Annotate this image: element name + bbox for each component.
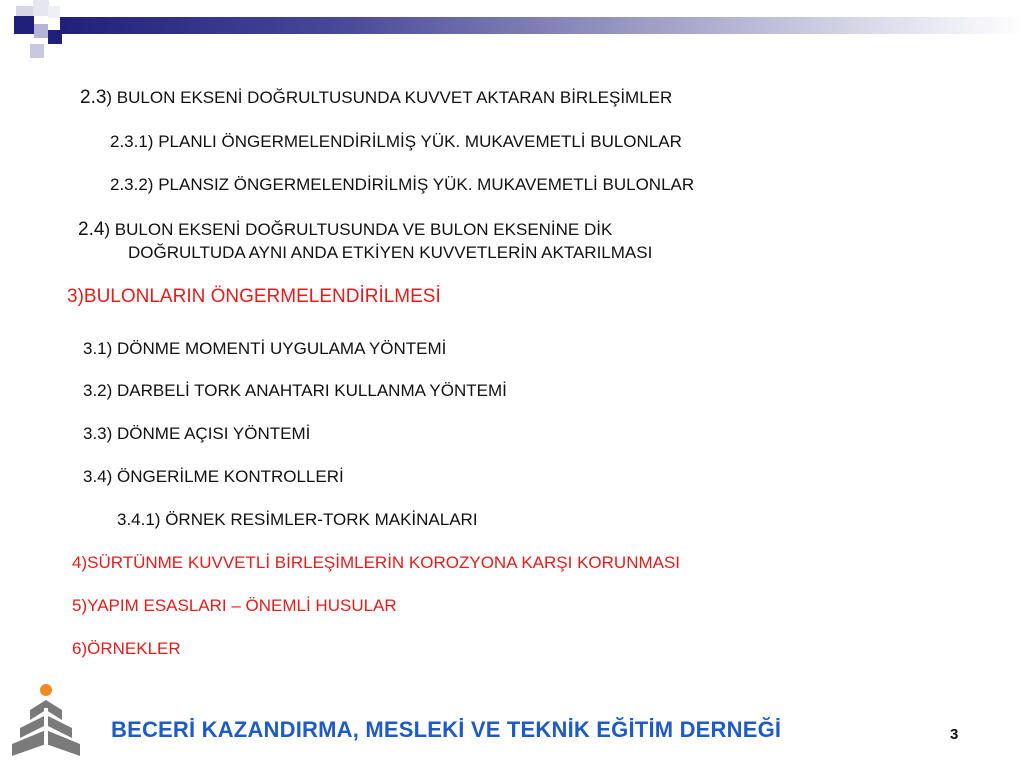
outline-item-3-4: 3.4) ÖNGERİLME KONTROLLERİ (83, 467, 344, 486)
outline-text: ) BULON EKSENİ DOĞRULTUSUNDA KUVVET AKTARAN BİRLEŞİMLER (106, 88, 673, 107)
header-square (30, 44, 44, 58)
outline-item-3-3: 3.3) DÖNME AÇISI YÖNTEMİ (83, 424, 311, 443)
outline-text: ) BULON EKSENİ DOĞRULTUSUNDA VE BULON EKSENİNE DİK (104, 220, 613, 239)
outline-number: 2.3 (80, 87, 107, 108)
section-heading-4: 4)SÜRTÜNME KUVVETLİ BİRLEŞİMLERİN KOROZYONA KARŞI KORUNMASI (72, 553, 681, 572)
header-square (33, 0, 49, 16)
outline-item-2-4 (78, 220, 612, 240)
outline-item-3-4-1: 3.4.1) ÖRNEK RESİMLER-TORK MAKİNALARI (117, 510, 478, 529)
page-number: 3 (950, 726, 959, 743)
outline-item-2-3 (80, 88, 672, 108)
outline-item-3-1: 3.1) DÖNME MOMENTİ UYGULAMA YÖNTEMİ (83, 339, 447, 358)
section-heading-6: 6)ÖRNEKLER (72, 639, 181, 658)
book-sprout-logo-icon (8, 682, 86, 762)
outline-number: 2.4 (78, 219, 105, 240)
section-heading-5: 5)YAPIM ESASLARI – ÖNEMLİ HUSULAR (72, 596, 397, 615)
outline-item-2-4-continued: DOĞRULTUDA AYNI ANDA ETKİYEN KUVVETLERİN AKTARILMASI (128, 243, 653, 262)
outline-item-2-3-1: 2.3.1) PLANLI ÖNGERMELENDİRİLMİŞ YÜK. MUKAVEMETLİ BULONLAR (110, 132, 682, 151)
header-square (48, 30, 62, 44)
header-square (48, 6, 60, 18)
header-square (14, 16, 34, 34)
footer-organization-name: BECERİ KAZANDIRMA, MESLEKİ VE TEKNİK EĞİTİM DERNEĞİ (111, 717, 782, 742)
outline-item-3-2: 3.2) DARBELİ TORK ANAHTARI KULLANMA YÖNTEMİ (83, 381, 507, 400)
header-gradient-bar (60, 17, 1024, 34)
section-heading-3: 3)BULONLARIN ÖNGERMELENDİRİLMESİ (67, 286, 441, 307)
header-square (34, 24, 48, 38)
outline-item-2-3-2: 2.3.2) PLANSIZ ÖNGERMELENDİRİLMİŞ YÜK. MUKAVEMETLİ BULONLAR (110, 175, 695, 194)
